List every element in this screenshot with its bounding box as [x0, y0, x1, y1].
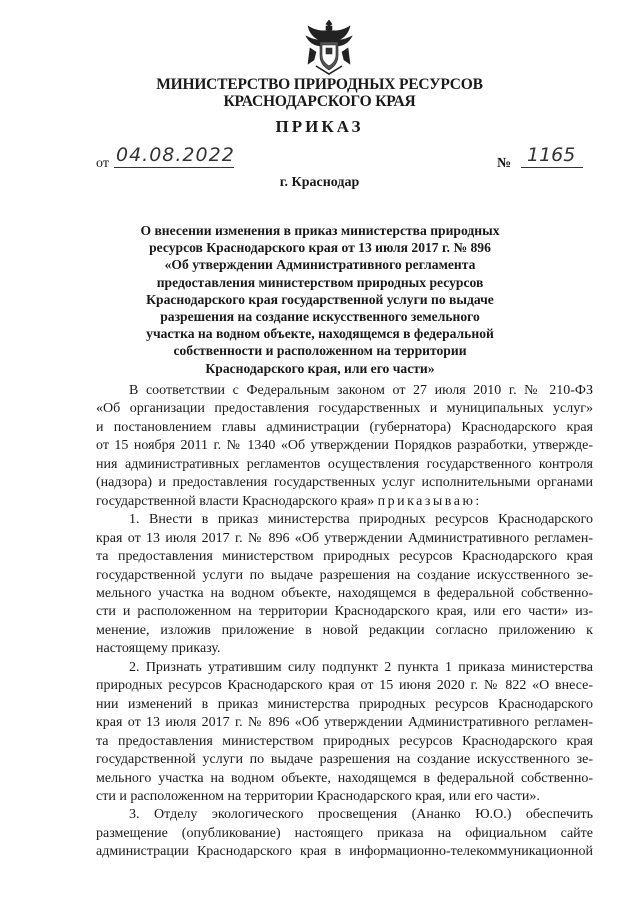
- preamble-line: и постановлением главы администрации (губернатора) Краснодарского края: [96, 419, 593, 435]
- subject-line: предоставления министерством природных ресурсов: [156, 274, 484, 290]
- ministry-name-line2: КРАСНОДАРСКОГО КРАЯ: [223, 93, 416, 110]
- number-underline: [521, 167, 583, 168]
- preamble-line: от 15 ноября 2011 г. № 1340 «Об утверждении Порядков разработки, утвержде-: [96, 438, 593, 454]
- item1-line: сти и расположенном на территории Краснодарского края, или его части» из-: [96, 604, 593, 620]
- date-prefix: от: [96, 156, 109, 171]
- number-value: 1165: [527, 144, 576, 166]
- preamble-line: В соответствии с Федеральным законом от 27 июля 2010 г. № 210-ФЗ: [129, 383, 593, 398]
- item3-line: размещение (опубликование) настоящего приказа на официальном сайте: [96, 825, 593, 841]
- item2-line: 2. Признать утратившим силу подпункт 2 пункта 1 приказа министерства: [129, 659, 593, 675]
- subject-line: Краснодарского края, или его части»: [205, 360, 435, 376]
- number-prefix: №: [497, 156, 512, 171]
- preamble-line: «Об организации предоставления государственных и муниципальных услуг»: [96, 401, 593, 417]
- item2-line: та предоставления министерством природных ресурсов Краснодарского края: [96, 733, 593, 749]
- subject-line: О внесении изменения в приказ министерства природных: [140, 223, 500, 238]
- subject-line: ресурсов Краснодарского края от 13 июля 2017 г. № 896: [149, 240, 491, 256]
- preamble-line-start: государственной власти Краснодарского края»: [96, 493, 375, 509]
- item1-line: та предоставления министерством природных ресурсов Краснодарского края: [96, 549, 593, 565]
- subject-line: разрешения на создание искусственного земельного: [160, 309, 480, 325]
- item2-line: края от 13 июля 2017 г. № 896 «Об утверждении Административного регламен-: [96, 715, 593, 731]
- item2-line: нии изменений в приказ министерства природных ресурсов Краснодарского: [96, 696, 593, 712]
- preamble-line: (надзора) и предоставления государственных услуг исполнительными органами: [96, 475, 593, 491]
- subject-line: собственности и расположенном на территории: [173, 343, 467, 359]
- city: г. Краснодар: [279, 175, 360, 190]
- item1-line: края от 13 июля 2017 г. № 896 «Об утверждении Административного регламен-: [96, 530, 593, 546]
- preamble-line: ния административных регламентов осуществления государственного контроля: [96, 456, 593, 472]
- order-body: [96, 382, 593, 862]
- subject-line: «Об утверждении Административного регламента: [164, 257, 476, 273]
- subject-line: Краснодарского края государственной услуги по выдаче: [146, 291, 494, 307]
- item2-line: государственной услуги по выдаче разрешения на создание искусственного зе-: [96, 752, 593, 768]
- subject-line: участка на водном объекте, находящемся в федеральной: [146, 326, 494, 342]
- order-keyword: приказываю:: [377, 493, 482, 509]
- item1-line: менение, изложив приложение в новой редакции согласно приложению к: [96, 622, 593, 638]
- item1-line: 1. Внести в приказ министерства природных ресурсов Краснодарского: [129, 512, 593, 528]
- item2-line: природных ресурсов Краснодарского края от 15 июня 2020 г. № 822 «О внесе-: [96, 678, 593, 694]
- item3-line: 3. Отделу экологического просвещения (Ананко Ю.О.) обеспечить: [129, 807, 593, 823]
- order-subject: [110, 222, 530, 377]
- item1-line: государственной услуги по выдаче разрешения на создание искусственного зе-: [96, 567, 593, 583]
- date-underline: [114, 167, 234, 168]
- ministry-name-line1: МИНИСТЕРСТВО ПРИРОДНЫХ РЕСУРСОВ: [156, 76, 483, 93]
- item1-line: настоящему приказу.: [96, 641, 221, 657]
- item3-line: администрации Краснодарского края в информационно-телекоммуникационной: [96, 844, 593, 860]
- item1-line: мельного участка на водном объекте, находящемся в федеральной собственно-: [96, 585, 593, 601]
- item2-line: сти и расположенном на территории Краснодарского края, или его части».: [96, 788, 540, 804]
- order-title: ПРИКАЗ: [275, 117, 364, 136]
- date-value: 04.08.2022: [116, 144, 235, 166]
- coat-of-arms-emblem: [302, 18, 356, 76]
- item2-line: мельного участка на водном объекте, находящемся в федеральной собственно-: [96, 770, 593, 786]
- preamble-last-line: [96, 493, 593, 511]
